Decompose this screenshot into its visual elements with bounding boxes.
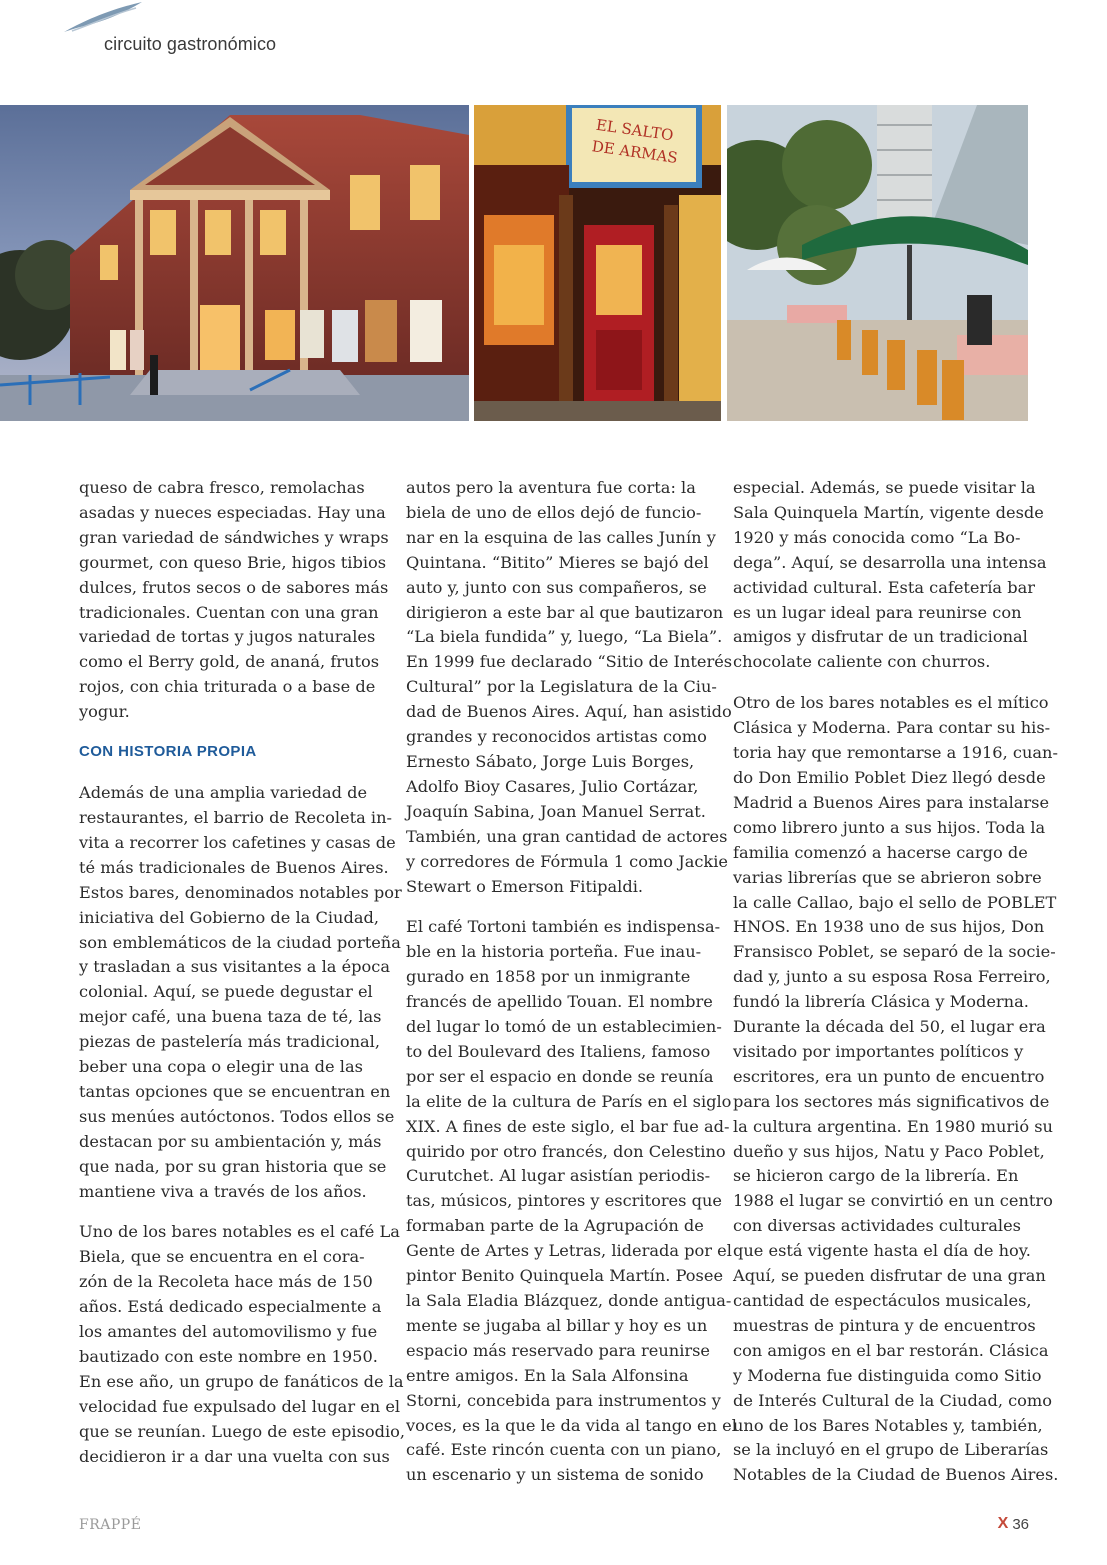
magazine-name: FRAPPÉ — [79, 1517, 142, 1533]
paragraph: Además de una amplia variedad de restaurantes, el barrio de Recoleta in- vita a recorrer los cafetines y casas de té más tradicionales de Buenos Aires. Estos bares, denominados notables por iniciativa del Gobierno de la Ciudad, son emblemáticos de la ciudad porteña y trasladan a sus visitantes a la época colonial. Aquí, se puede degustar el mejor café, una buena taza de té, las piezas de pastelería más tradicional, beber una copa o elegir una de las tantas opciones que se encuentran en sus menúes autóctonos. Todos ellos se destacan por su ambientación y, más que nada, por su gran historia que se mantiene viva a través de los años. — [79, 783, 402, 1201]
paragraph: queso de cabra fresco, remolachas asadas y nueces especiadas. Hay una gran variedad de sándwiches y wraps gourmet, con queso Brie, higos tibios dulces, frutos secos o de sabores más tradicionales. Cuentan con una gran variedad de tortas y jugos naturales como el Berry gold, de ananá, frutos rojos, con chia triturada o a base de yogur. — [79, 478, 389, 722]
paragraph: Otro de los bares notables es el mítico Clásica y Moderna. Para contar su his- toria hay que remontarse a 1916, cuan- do Don Emilio Poblet Diez llegó desde Madrid a Buenos Aires para instalarse como librero junto a sus hijos. Toda la familia comenzó a hacerse cargo de varias librerías que se abrieron sobre la calle Callao, bajo el sello de POBLET HNOS. En 1938 uno de sus hijos, Don Fransisco Poblet, se separó de la socie- dad y, junto a su esposa Rosa Ferreiro, fundó la librería Clásica y Moderna. Durante la década del 50, el lugar era visitado por importantes políticos y escritores, era un punto de encuentro para los sectores más significativos de la cultura argentina. En 1980 murió su dueño y sus hijos, Natu y Paco Poblet, se hicieron cargo de la librería. En 1988 el lugar se convirtió en un centro con diversas actividades culturales que está vigente hasta el día de hoy. Aquí, se pueden disfrutar de una gran cantidad de espectáculos musicales, muestras de pintura y de encuentros con amigos en el bar restorán. Clásica y Moderna fue distinguida como Sitio de Interés Cultural de la Ciudad, como uno de los Bares Notables y, también, se la incluyó en el grupo de Liberarías Notables de la Ciudad de Buenos Aires. — [733, 693, 1059, 1485]
el-salto-de-armas-bar-photo-icon — [474, 105, 721, 421]
outdoor-terrace-umbrellas-photo-icon — [727, 105, 1028, 421]
paragraph: especial. Además, se puede visitar la Sala Quinquela Martín, vigente desde 1920 y más conocida como “La Bo- dega”. Aquí, se desarrolla una intensa actividad cultural. Esta cafetería bar es un lugar ideal para reunirse con amigos y disfrutar de un tradicional chocolate caliente con churros. — [733, 478, 1047, 672]
article-column-2 — [406, 476, 737, 1504]
subheading: CON HISTORIA PROPIA — [79, 743, 257, 761]
paragraph: El café Tortoni también es indispensa- ble en la historia porteña. Fue inau- gurado en 1858 por un inmigrante francés de apellido Touan. El nombre del lugar lo tomó de un establecimien- to del Boulevard des Italiens, famoso por ser el espacio en donde se reunía la elite de la cultura de París en el siglo XIX. A fines de este siglo, el bar fue ad- quirido por otro francés, don Celestino Curutchet. Al lugar asistían periodis- tas, músicos, pintores y escritores que formaban parte de la Agrupación de Gente de Artes y Letras, liderada por el pintor Benito Quinquela Martín. Posee la Sala Eladia Blázquez, donde antigua- mente se jugaba al billar y hoy es un espacio más reservado para reunirse entre amigos. En la Sala Alfonsina Storni, concebida para instrumentos y voces, es la que le da vida al tango en el café. Este rincón cuenta con un piano, un escenario y un sistema de sonido — [406, 917, 737, 1485]
section-title: circuito gastronómico — [104, 34, 277, 54]
page-number: 36 — [1012, 1515, 1029, 1533]
recoleta-cultural-center-photo-icon — [0, 105, 469, 421]
article-column-3 — [733, 476, 1059, 1504]
svg-text:DE ARMAS: DE ARMAS — [590, 137, 679, 167]
paragraph: autos pero la aventura fue corta: la biela de uno de ellos dejó de funcio- nar en la esquina de las calles Junín y Quintana. “Bitito” Mieres se bajó del auto y, junto con sus compañeros, se dirigieron a este bar al que bautizaron “La biela fundida” y, luego, “La Biela”. En 1999 fue declarado “Sitio de Interés Cultural” por la Legislatura de la Ciu- dad de Buenos Aires. Aquí, han asistido grandes y reconocidos artistas como Ernesto Sábato, Jorge Luis Borges, Adolfo Bioy Casares, Julio Cortázar, Joaquín Sabina, Joan Manuel Serrat. También, una gran cantidad de actores y corredores de Fórmula 1 como Jackie Stewart o Emerson Fitipaldi. — [406, 478, 733, 896]
svg-text:EL SALTO: EL SALTO — [594, 115, 675, 145]
article-column-1 — [79, 476, 406, 1486]
page-number-block — [998, 1515, 1029, 1533]
x-marker-icon: X — [997, 1515, 1009, 1532]
paragraph: Uno de los bares notables es el café La Biela, que se encuentra en el cora- zón de la Recoleta hace más de 150 años. Está dedicado especialmente a los amantes del automovilismo y fue bautizado con este nombre en 1950. En ese año, un grupo de fanáticos de la velocidad fue expulsado del lugar en el que se reunían. Luego de este episodio, decidieron ir a dar una vuelta con sus — [79, 1222, 406, 1466]
swoosh-logo-icon — [62, 0, 144, 34]
